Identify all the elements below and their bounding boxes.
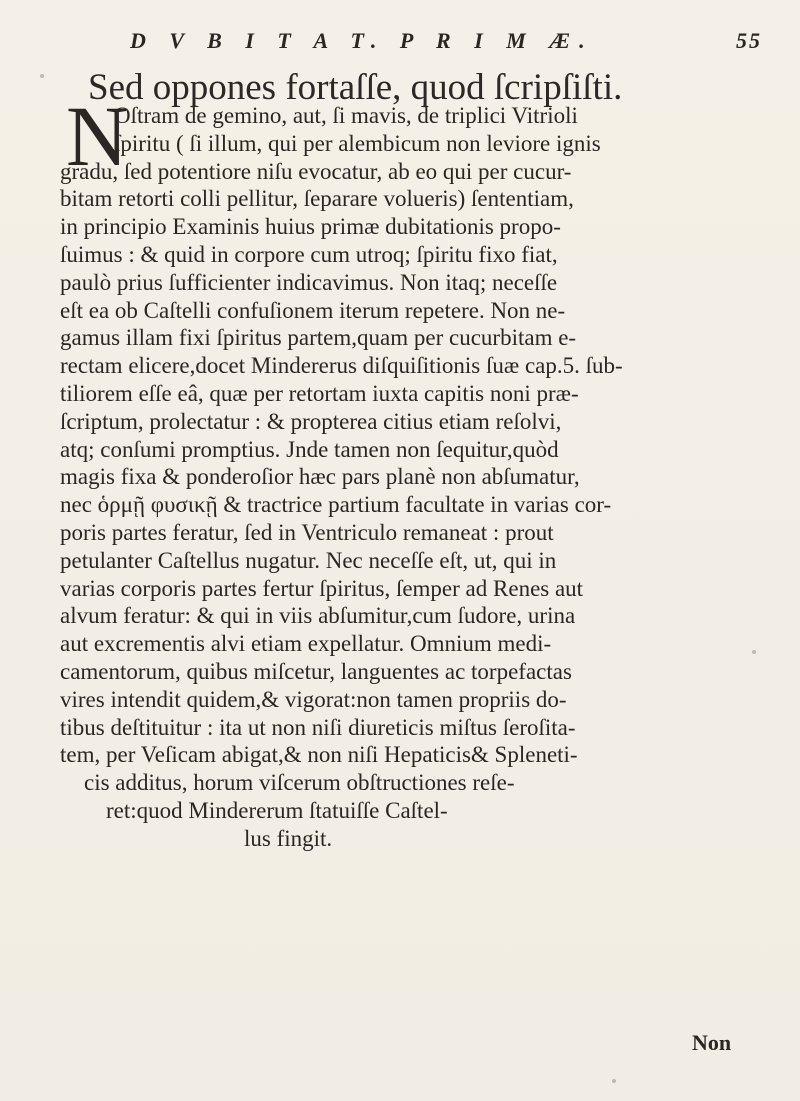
text-line: gamus illam fixi ſpiritus partem,quam per cucurbitam e-	[60, 325, 577, 351]
running-head	[130, 22, 762, 56]
running-head-title: D V B I T A T. P R I M Æ.	[130, 28, 594, 53]
text-line: rectam elicere,docet Mindererus diſquiſitionis ſuæ cap.5. ſub-	[60, 353, 623, 379]
text-line: bitam retorti colli pellitur, ſeparare volueris) ſententiam,	[60, 186, 574, 212]
text-line: atq; conſumi promptius. Jnde tamen non ſequitur,quòd	[60, 436, 559, 462]
text-line: alvum feratur: & qui in viis abſumitur,cum ſudore, urina	[60, 603, 576, 629]
paper-blemish	[612, 1079, 616, 1083]
paper-blemish	[752, 650, 756, 654]
body-text	[60, 88, 760, 853]
section-heading: Sed oppones fortaſſe, quod ſcripſiſti.	[88, 67, 623, 108]
text-line: paulò prius ſufficienter indicavimus. Non itaq; neceſſe	[60, 269, 558, 295]
text-line: aut excrementis alvi etiam expellatur. Omnium medi-	[60, 631, 552, 657]
text-line: eſt ea ob Caſtelli confuſionem iterum repetere. Non ne-	[60, 297, 566, 323]
text-line: poris partes feratur, ſed in Ventriculo remaneat : prout	[60, 519, 554, 545]
text-line: camentorum, quibus miſcetur, languentes ac torpefactas	[60, 658, 572, 684]
catchword: Non	[692, 1030, 732, 1055]
text-line: ſuimus : & quid in corpore cum utroq; ſpiritu fixo fiat,	[60, 241, 558, 267]
text-line: Oſtram de gemino, aut, ſi mavis, de triplici Vitrioli	[114, 103, 578, 128]
paper-blemish	[40, 74, 44, 78]
text-line: nec ὁρμῇ φυσικῇ & tractrice partium facultate in varias cor-	[60, 492, 612, 518]
text-line: cis additus, horum viſcerum obſtructiones reſe-	[84, 770, 515, 796]
text-line: lus fingit.	[244, 825, 333, 851]
text-line: tibus deſtituitur : ita ut non niſi diureticis miſtus ſeroſita-	[60, 714, 576, 740]
page-number: 55	[736, 28, 762, 53]
text-line: vires intendit quidem,& vigorat:non tamen propriis do-	[60, 686, 567, 712]
text-line: ret:quod Mindererum ſtatuiſſe Caſtel-	[106, 797, 448, 823]
text-line: ſpiritu ( ſi illum, qui per alembicum non leviore ignis	[114, 130, 601, 156]
text-line: in principio Examinis huius primæ dubitationis propo-	[60, 214, 561, 240]
text-line: varias corporis partes fertur ſpiritus, ſemper ad Renes aut	[60, 575, 584, 601]
text-line: tiliorem eſſe eâ, quæ per retortam iuxta capitis noni præ-	[60, 380, 579, 406]
text-line: ſcriptum, prolectatur : & propterea citius etiam reſolvi,	[60, 408, 562, 434]
drop-cap: N	[66, 88, 129, 184]
text-line: tem, per Veſicam abigat,& non niſi Hepaticis& Spleneti-	[60, 742, 578, 768]
text-line: gradu, ſed potentiore niſu evocatur, ab eo qui per cucur-	[60, 158, 572, 184]
text-line: magis fixa & ponderoſior hæc pars planè non abſumatur,	[60, 464, 580, 490]
text-line: petulanter Caſtellus nugatur. Nec neceſſe eſt, ut, qui in	[60, 547, 557, 573]
